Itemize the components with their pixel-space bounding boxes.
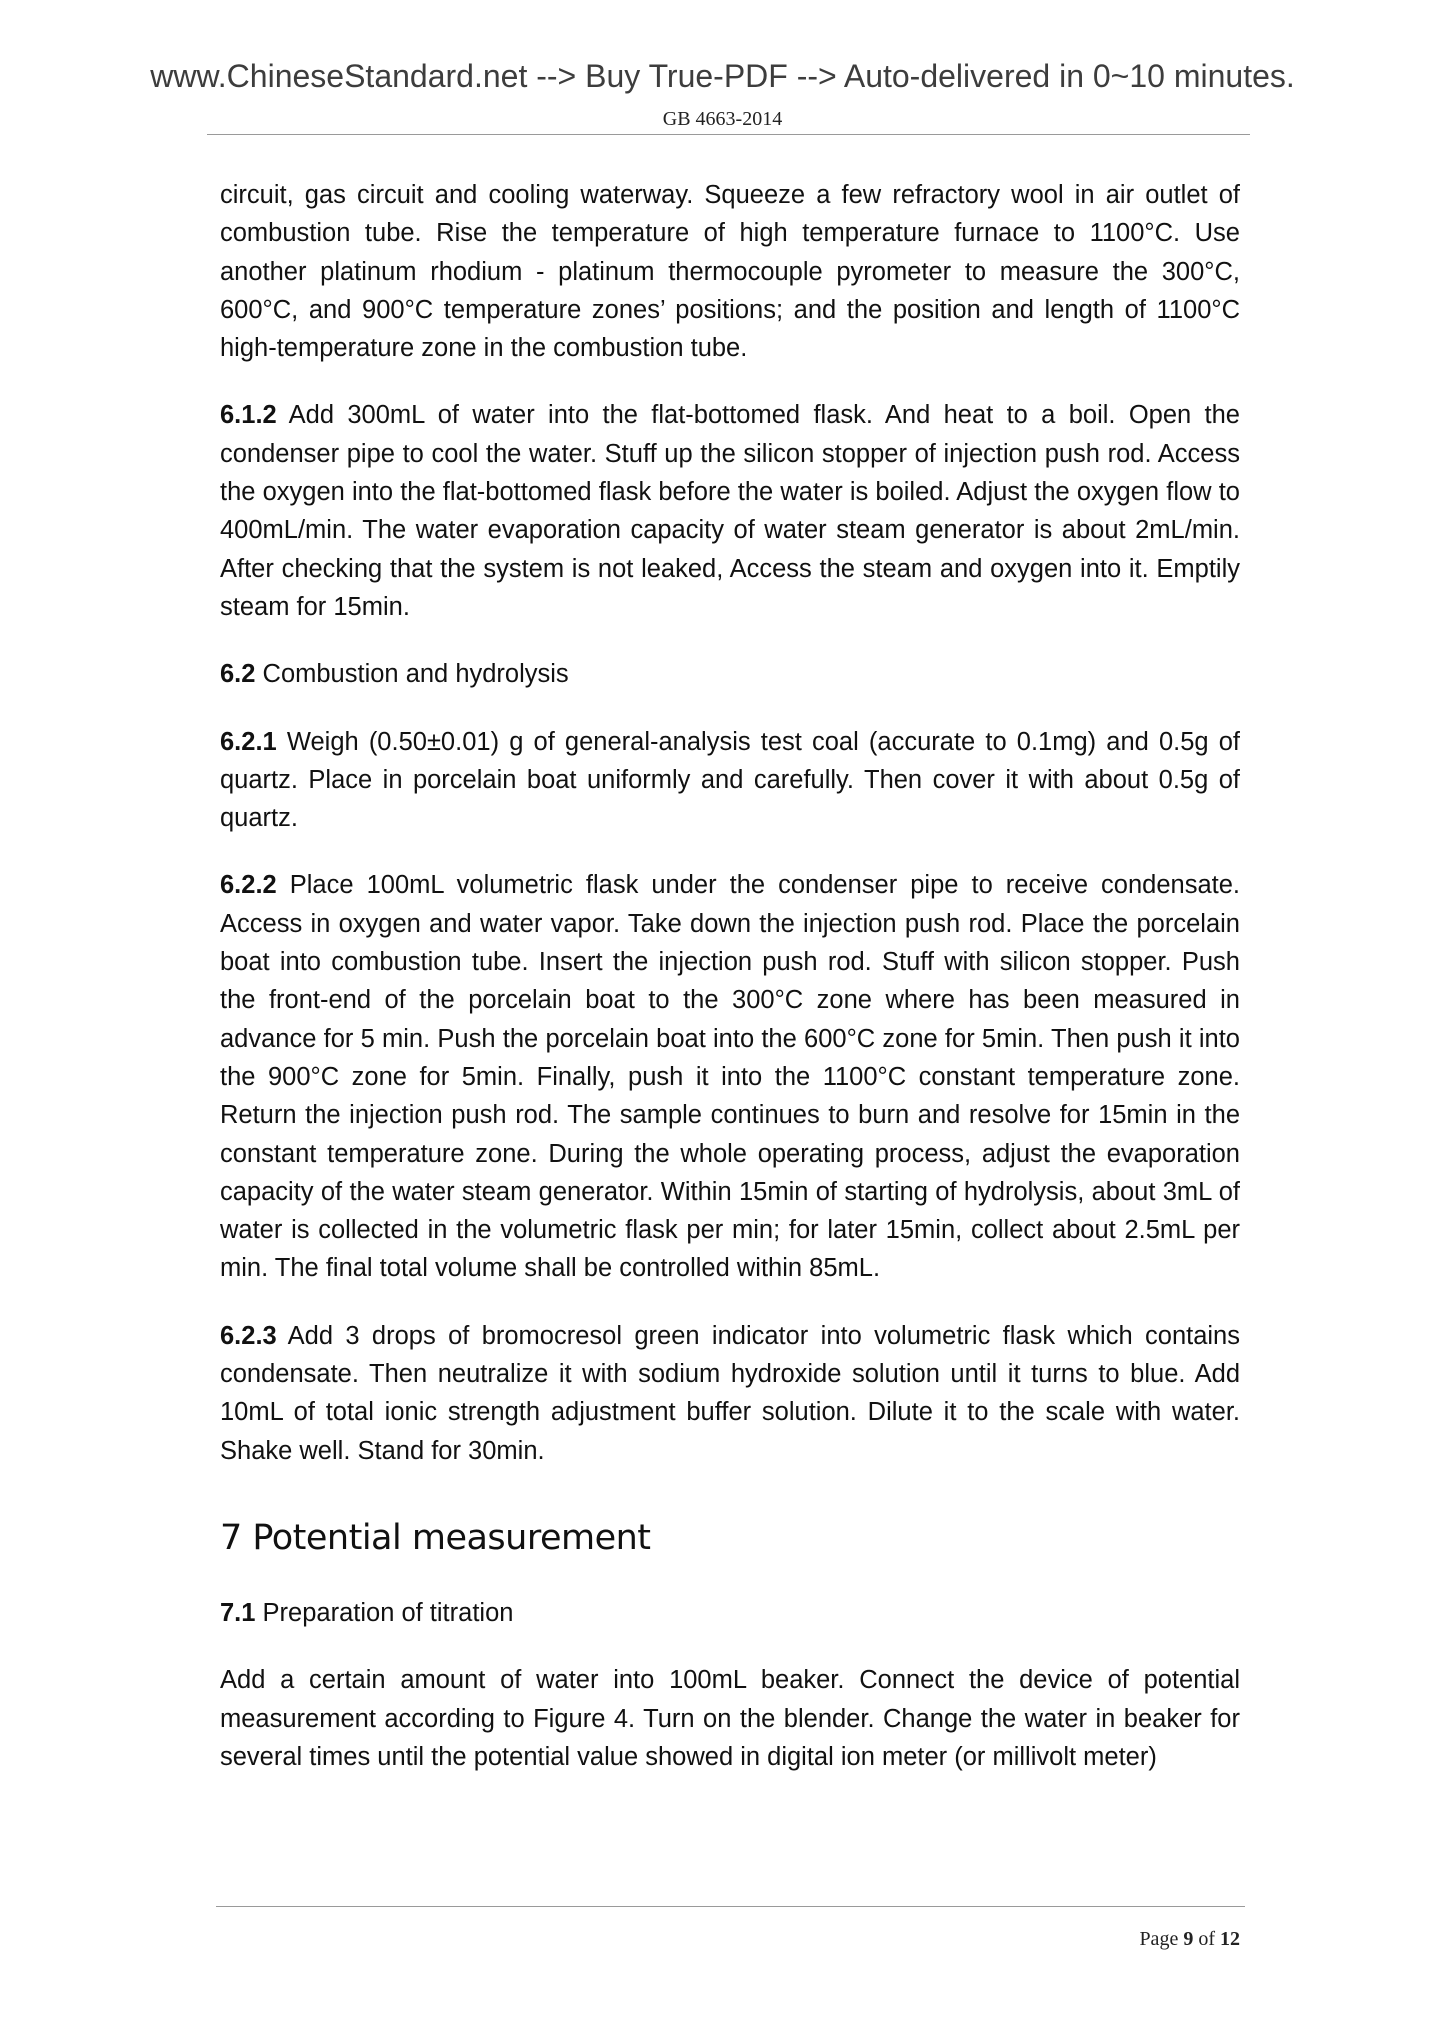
source-banner: www.ChineseStandard.net --> Buy True-PDF --> Auto-delivered in 0~10 minutes. — [150, 58, 1295, 94]
document-id: GB 4663-2014 — [662, 108, 783, 130]
clause-number: 6.1.2 — [220, 401, 277, 430]
clause-6-2 — [220, 655, 1240, 693]
header-divider — [207, 134, 1250, 135]
clause-6-1-2 — [220, 396, 1240, 626]
section-heading: 7 Potential measurement — [220, 1517, 651, 1558]
page-body — [220, 176, 1240, 1805]
page-number — [1139, 1928, 1240, 1951]
paragraph-continuation — [220, 176, 1240, 367]
clause-number: 6.2 — [220, 660, 256, 689]
paragraph-text: circuit, gas circuit and cooling waterway. Squeeze a few refractory wool in air outlet of combustion tube. Rise the temperature of high temperature furnace to 1100°C. Use another platinum rhodium - platinum thermocouple pyrometer to measure the 300°C, 600°C, and 900°C temperature zones’ positions; and the position and length of 1100°C high-temperature zone in the combustion tube. — [220, 181, 1240, 363]
page-total: 12 — [1220, 1928, 1240, 1950]
clause-number: 6.2.2 — [220, 871, 277, 900]
page-current: 9 — [1183, 1928, 1194, 1950]
clause-number: 7.1 — [220, 1598, 256, 1627]
clause-title: Preparation of titration — [255, 1598, 514, 1627]
clause-number: 6.2.1 — [220, 727, 277, 756]
clause-title: Combustion and hydrolysis — [255, 660, 569, 689]
clause-text: Add 300mL of water into the flat-bottomed flask. And heat to a boil. Open the condenser pipe to cool the water. Stuff up the silicon stopper of injection push rod. Access the oxygen into the flat-bottomed flask before the water is boiled. Adjust the oxygen flow to 400mL/min. The water evaporation capacity of water steam generator is about 2mL/min. After checking that the system is not leaked, Access the steam and oxygen into it. Emptily steam for 15min. — [220, 401, 1240, 621]
paragraph-7-1-body — [220, 1661, 1240, 1776]
clause-7-1 — [220, 1594, 1240, 1632]
clause-6-2-3 — [220, 1317, 1240, 1470]
paragraph-text: Add a certain amount of water into 100mL beaker. Connect the device of potential measurement according to Figure 4. Turn on the blender. Change the water in beaker for several times until the potential value showed in digital ion meter (or millivolt meter) — [220, 1666, 1240, 1771]
clause-number: 6.2.3 — [220, 1321, 277, 1350]
clause-text: Add 3 drops of bromocresol green indicator into volumetric flask which contains condensate. Then neutralize it with sodium hydroxide solution until it turns to blue. Add 10mL of total ionic strength adjustment buffer solution. Dilute it to the scale with water. Shake well. Stand for 30min. — [220, 1321, 1240, 1465]
clause-6-2-1 — [220, 723, 1240, 838]
clause-text: Weigh (0.50±0.01) g of general-analysis test coal (accurate to 0.1mg) and 0.5g of quartz. Place in porcelain boat uniformly and carefully. Then cover it with about 0.5g of quartz. — [220, 727, 1240, 833]
page-prefix: Page — [1139, 1928, 1184, 1950]
page-of: of — [1193, 1928, 1220, 1950]
clause-text: Place 100mL volumetric flask under the condenser pipe to receive condensate. Access in oxygen and water vapor. Take down the injection push rod. Place the porcelain boat into combustion tube. Insert the injection push rod. Stuff with silicon stopper. Push the front-end of the porcelain boat to the 300°C zone where has been measured in advance for 5 min. Push the porcelain boat into the 600°C zone for 5min. Then push it into the 900°C zone for 5min. Finally, push it into the 1100°C constant temperature zone. Return the injection push rod. The sample continues to burn and resolve for 15min in the constant temperature zone. During the whole operating process, adjust the evaporation capacity of the water steam generator. Within 15min of starting of hydrolysis, about 3mL of water is collected in the volumetric flask per min; for later 15min, collect about 2.5mL per min. The final total volume shall be controlled within 85mL. — [220, 871, 1240, 1283]
clause-6-2-2 — [220, 866, 1240, 1287]
footer-divider — [216, 1906, 1245, 1907]
